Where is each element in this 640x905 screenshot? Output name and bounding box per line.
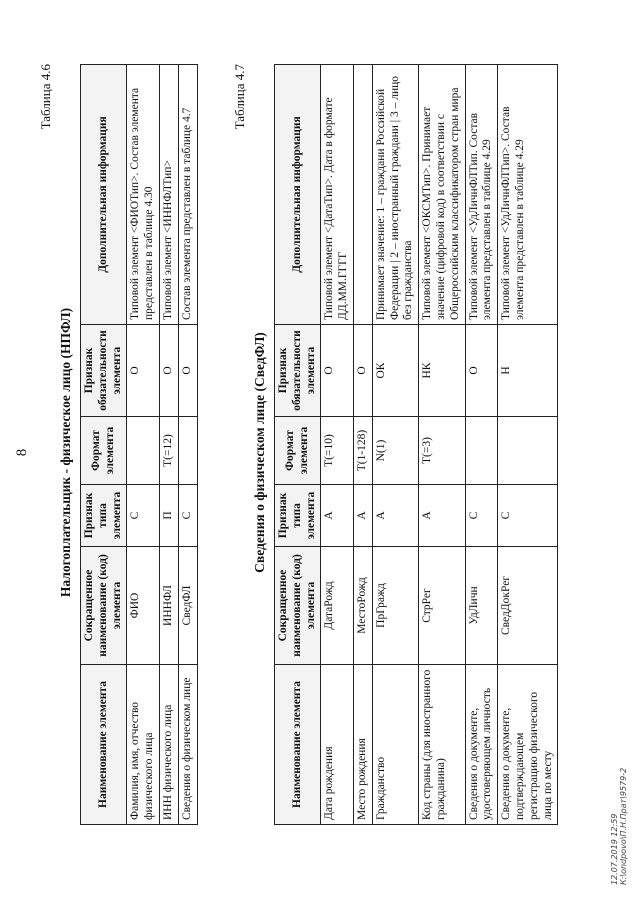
table1-header: Признак обязательности элемента — [81, 325, 127, 417]
table-cell: T(=10) — [321, 417, 354, 485]
table2-header: Признак обязательности элемента — [275, 325, 321, 417]
table-cell — [127, 417, 160, 485]
table-cell: Типовой элемент <ОКСМТип>. Принимает значение (цифровой код) в соответствии с Общероссийским классификатором стран мира — [419, 65, 465, 325]
table-cell: ИНН физического лица — [159, 665, 178, 825]
table-cell: О — [127, 325, 160, 417]
table-cell: С — [178, 485, 197, 547]
table-cell: УдЛичн — [465, 547, 498, 665]
table-cell: Типовой элемент <УдЛичнФЛТип. Состав элемента представлен в таблице 4.29 — [465, 65, 498, 325]
table1-header: Дополнительная информация — [81, 65, 127, 325]
table1-header: Признак типа элемента — [81, 485, 127, 547]
table2-header: Наименование элемента — [275, 665, 321, 825]
table1 — [80, 64, 198, 825]
table-cell: Код страны (для иностранного гражданина) — [419, 665, 465, 825]
table-cell: Типовой элемент <ДатаТип>. Дата в формате ДД.ММ.ГГГГ — [321, 65, 354, 325]
table1-header: Сокращенное наименование (код) элемента — [81, 547, 127, 665]
table-cell: Состав элемента представлен в таблице 4.7 — [178, 65, 197, 325]
table1-title: Налогоплательщик - физическое лицо (НПФЛ) — [58, 307, 73, 598]
table-cell: Место рождения — [353, 665, 372, 825]
table-cell: T(=12) — [159, 417, 178, 485]
table-cell: МестоРожд — [353, 547, 372, 665]
table-cell: СведДокРег — [498, 547, 558, 665]
table-row — [498, 65, 558, 825]
table-cell: Типовой элемент <ФИОТип>. Состав элемента представлен в таблице 4.30 — [127, 65, 160, 325]
table1-header: Наименование элемента — [81, 665, 127, 825]
table-cell: О — [159, 325, 178, 417]
table-row — [465, 65, 498, 825]
table-cell — [498, 417, 558, 485]
table-cell: N(1) — [372, 417, 418, 485]
table-cell: ИННФЛ — [159, 547, 178, 665]
table-cell: А — [353, 485, 372, 547]
footer-line: К:\ondpovo\П.Н.Прат\9579-2 — [619, 767, 629, 885]
table2-title: Сведения о физическом лице (СведФЛ) — [252, 332, 267, 573]
table-cell: T(=3) — [419, 417, 465, 485]
table-cell: СтрРег — [419, 547, 465, 665]
table1-header-row — [81, 65, 127, 825]
table2-header: Формат элемента — [275, 417, 321, 485]
table2-header: Признак типа элемента — [275, 485, 321, 547]
table-cell: Сведения о физическом лице — [178, 665, 197, 825]
table-row — [127, 65, 160, 825]
table-row — [178, 65, 197, 825]
table-cell: С — [465, 485, 498, 547]
table-cell: ДатаРожд — [321, 547, 354, 665]
table2-header: Дополнительная информация — [275, 65, 321, 325]
table-cell: ФИО — [127, 547, 160, 665]
footer-line: 12.07.2019 12:59 — [610, 813, 619, 885]
table-cell: НК — [419, 325, 465, 417]
table-cell: О — [353, 325, 372, 417]
footer-stamp — [610, 768, 628, 885]
table-row — [321, 65, 354, 825]
table-cell: Принимает значение: 1 – граждани Российской Федерации | 2 – иностранный граждани | 3 – лицо без гражданства — [372, 65, 418, 325]
table-cell: Дата рождения — [321, 665, 354, 825]
table-cell: П — [159, 485, 178, 547]
table-cell — [178, 417, 197, 485]
table-cell: С — [127, 485, 160, 547]
table-cell: ПрГражд — [372, 547, 418, 665]
table-cell: Типовой элемент <ИННФЛТип> — [159, 65, 178, 325]
table-cell: Фамилия, имя, отчество физического лица — [127, 665, 160, 825]
table-cell: Типовой элемент <УдЛичнФЛТип>. Состав элемента представлен в таблице 4.29 — [498, 65, 558, 325]
page-number: 8 — [14, 448, 30, 457]
table-cell: С — [498, 485, 558, 547]
table-cell: ОК — [372, 325, 418, 417]
table-row — [419, 65, 465, 825]
table-cell — [353, 65, 372, 325]
table-cell: О — [321, 325, 354, 417]
table-cell: Н — [498, 325, 558, 417]
table-cell: А — [372, 485, 418, 547]
table-row — [372, 65, 418, 825]
table-cell: Гражданство — [372, 665, 418, 825]
table-cell: Сведения о документе, подтверждающем регистрацию физического лица по месту — [498, 665, 558, 825]
table-cell: О — [178, 325, 197, 417]
table-row — [353, 65, 372, 825]
table-cell: Сведения о документе, удостоверяющем личность — [465, 665, 498, 825]
table-cell — [465, 417, 498, 485]
table2-header: Сокращенное наименование (код) элемента — [275, 547, 321, 665]
table-cell: А — [419, 485, 465, 547]
table-row — [159, 65, 178, 825]
table-cell: О — [465, 325, 498, 417]
table1-label: Таблица 4.6 — [38, 64, 53, 130]
table-cell: T(1-128) — [353, 417, 372, 485]
table2 — [274, 64, 558, 825]
table-cell: А — [321, 485, 354, 547]
table2-header-row — [275, 65, 321, 825]
table2-label: Таблица 4.7 — [232, 64, 247, 130]
table1-header: Формат элемента — [81, 417, 127, 485]
table-cell: СведФЛ — [178, 547, 197, 665]
